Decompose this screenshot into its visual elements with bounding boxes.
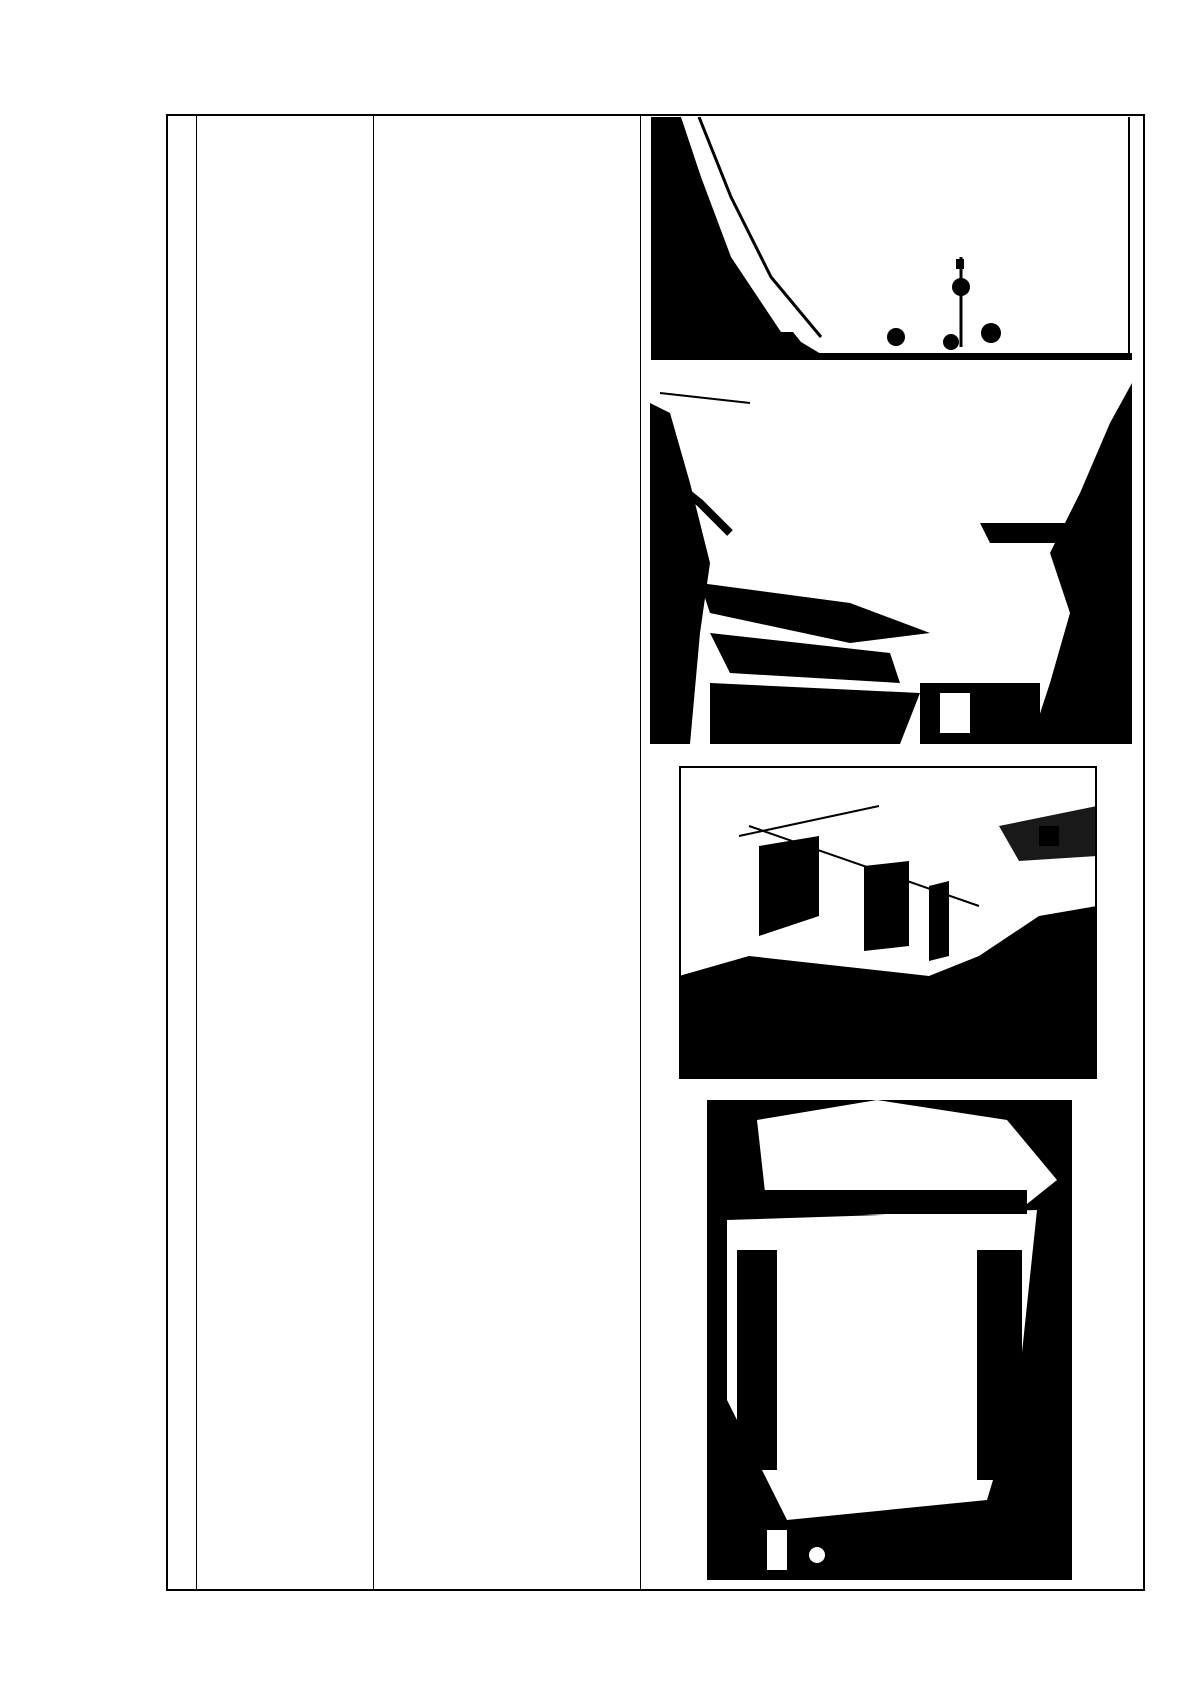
description-cell bbox=[388, 119, 631, 319]
ceiling-cornice-photo bbox=[650, 383, 1132, 744]
column-divider bbox=[196, 114, 197, 1591]
doorway-image bbox=[707, 1100, 1072, 1580]
windows-image bbox=[679, 766, 1097, 1079]
column-divider bbox=[640, 114, 641, 1591]
ceiling-chandelier-photo bbox=[651, 117, 1132, 360]
doorway-photo bbox=[707, 1100, 1072, 1580]
ceiling-chandelier-image bbox=[651, 117, 1132, 360]
ceiling-cornice-image bbox=[650, 383, 1132, 744]
column-divider bbox=[373, 114, 374, 1591]
windows-photo bbox=[679, 766, 1097, 1079]
